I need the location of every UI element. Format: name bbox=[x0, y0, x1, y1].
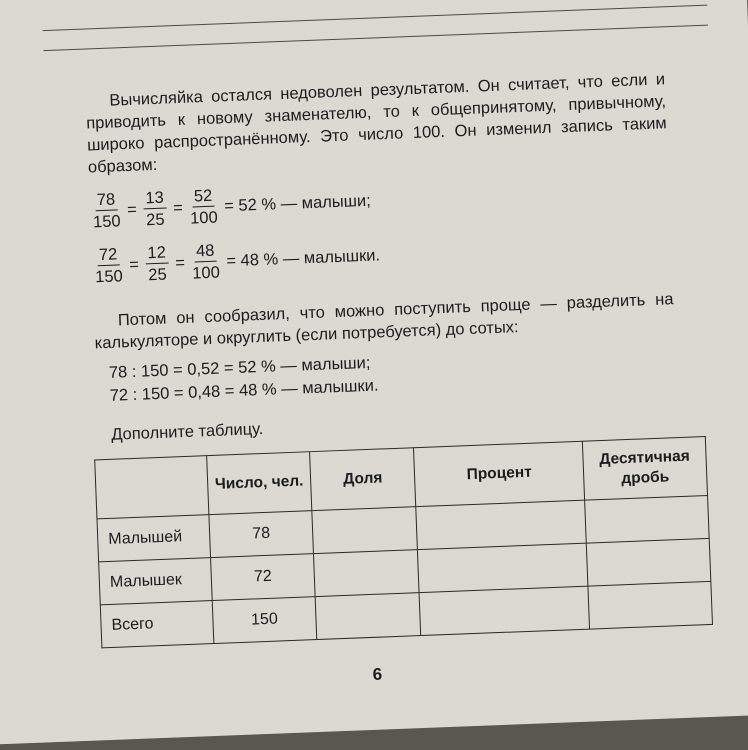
empty-cell[interactable] bbox=[585, 495, 710, 543]
equals-sign: = bbox=[172, 198, 184, 218]
row-label: Всего bbox=[100, 601, 214, 648]
row-count: 78 bbox=[209, 511, 314, 558]
table-header-decimal: Десятичная дробь bbox=[582, 437, 707, 501]
decorative-rule bbox=[43, 25, 708, 52]
equation-tail: = 52 % — малыши; bbox=[223, 191, 372, 216]
table-header-share: Доля bbox=[310, 448, 417, 511]
equals-sign: = bbox=[128, 255, 140, 274]
table-header-count: Число, чел. bbox=[207, 452, 312, 515]
empty-cell[interactable] bbox=[312, 507, 418, 554]
paragraph-calculator: Потом он сообразил, что можно поступить проще — разделить на калькуляторе и округлить (если потребуется) до сотых: bbox=[94, 290, 674, 353]
instruction-text: Дополните таблицу. bbox=[110, 419, 264, 444]
table-header-empty bbox=[95, 456, 209, 519]
equation-tail: = 48 % — малышки. bbox=[226, 246, 381, 271]
page-content bbox=[85, 68, 691, 648]
fill-in-table bbox=[94, 436, 713, 648]
equation-girls bbox=[91, 223, 672, 288]
equals-sign: = bbox=[126, 200, 138, 220]
empty-cell[interactable] bbox=[419, 586, 589, 635]
fraction: $\frac{13}{25}$ bbox=[143, 188, 167, 232]
empty-cell[interactable] bbox=[313, 550, 419, 597]
fraction: $\frac{52}{100}$ bbox=[189, 186, 219, 228]
calc-line-girls: 72 : 150 = 0,48 = 48 % — малышки. bbox=[109, 376, 379, 405]
row-count: 150 bbox=[212, 597, 317, 644]
row-count: 72 bbox=[211, 554, 316, 601]
table-header-percent: Процент bbox=[414, 441, 585, 506]
equation-boys bbox=[89, 168, 670, 233]
paragraph-intro: Вычисляйка остался недоволен результатом. Он считает, что если и приводить к новому знаменателю, то к общепринятому, привычному, широко распространённому. Это число 100. Он изменил запись таким образом: bbox=[85, 70, 668, 177]
empty-cell[interactable] bbox=[315, 593, 421, 640]
empty-cell[interactable] bbox=[586, 538, 711, 586]
calc-line-boys: 78 : 150 = 0,52 = 52 % — малыши; bbox=[108, 353, 371, 382]
empty-cell[interactable] bbox=[418, 543, 588, 592]
row-label: Малышек bbox=[99, 558, 213, 605]
empty-cell[interactable] bbox=[588, 581, 713, 629]
fraction: $\frac{78}{150}$ bbox=[92, 190, 121, 232]
fraction: $\frac{72}{150}$ bbox=[94, 245, 124, 287]
decorative-rule bbox=[43, 5, 708, 32]
equals-sign: = bbox=[174, 253, 186, 273]
empty-cell[interactable] bbox=[416, 500, 586, 549]
page-number: 6 bbox=[372, 664, 383, 684]
row-label: Малышей bbox=[97, 515, 211, 562]
fraction: $\frac{12}{25}$ bbox=[145, 243, 169, 287]
fraction: $\frac{48}{100}$ bbox=[191, 241, 221, 283]
